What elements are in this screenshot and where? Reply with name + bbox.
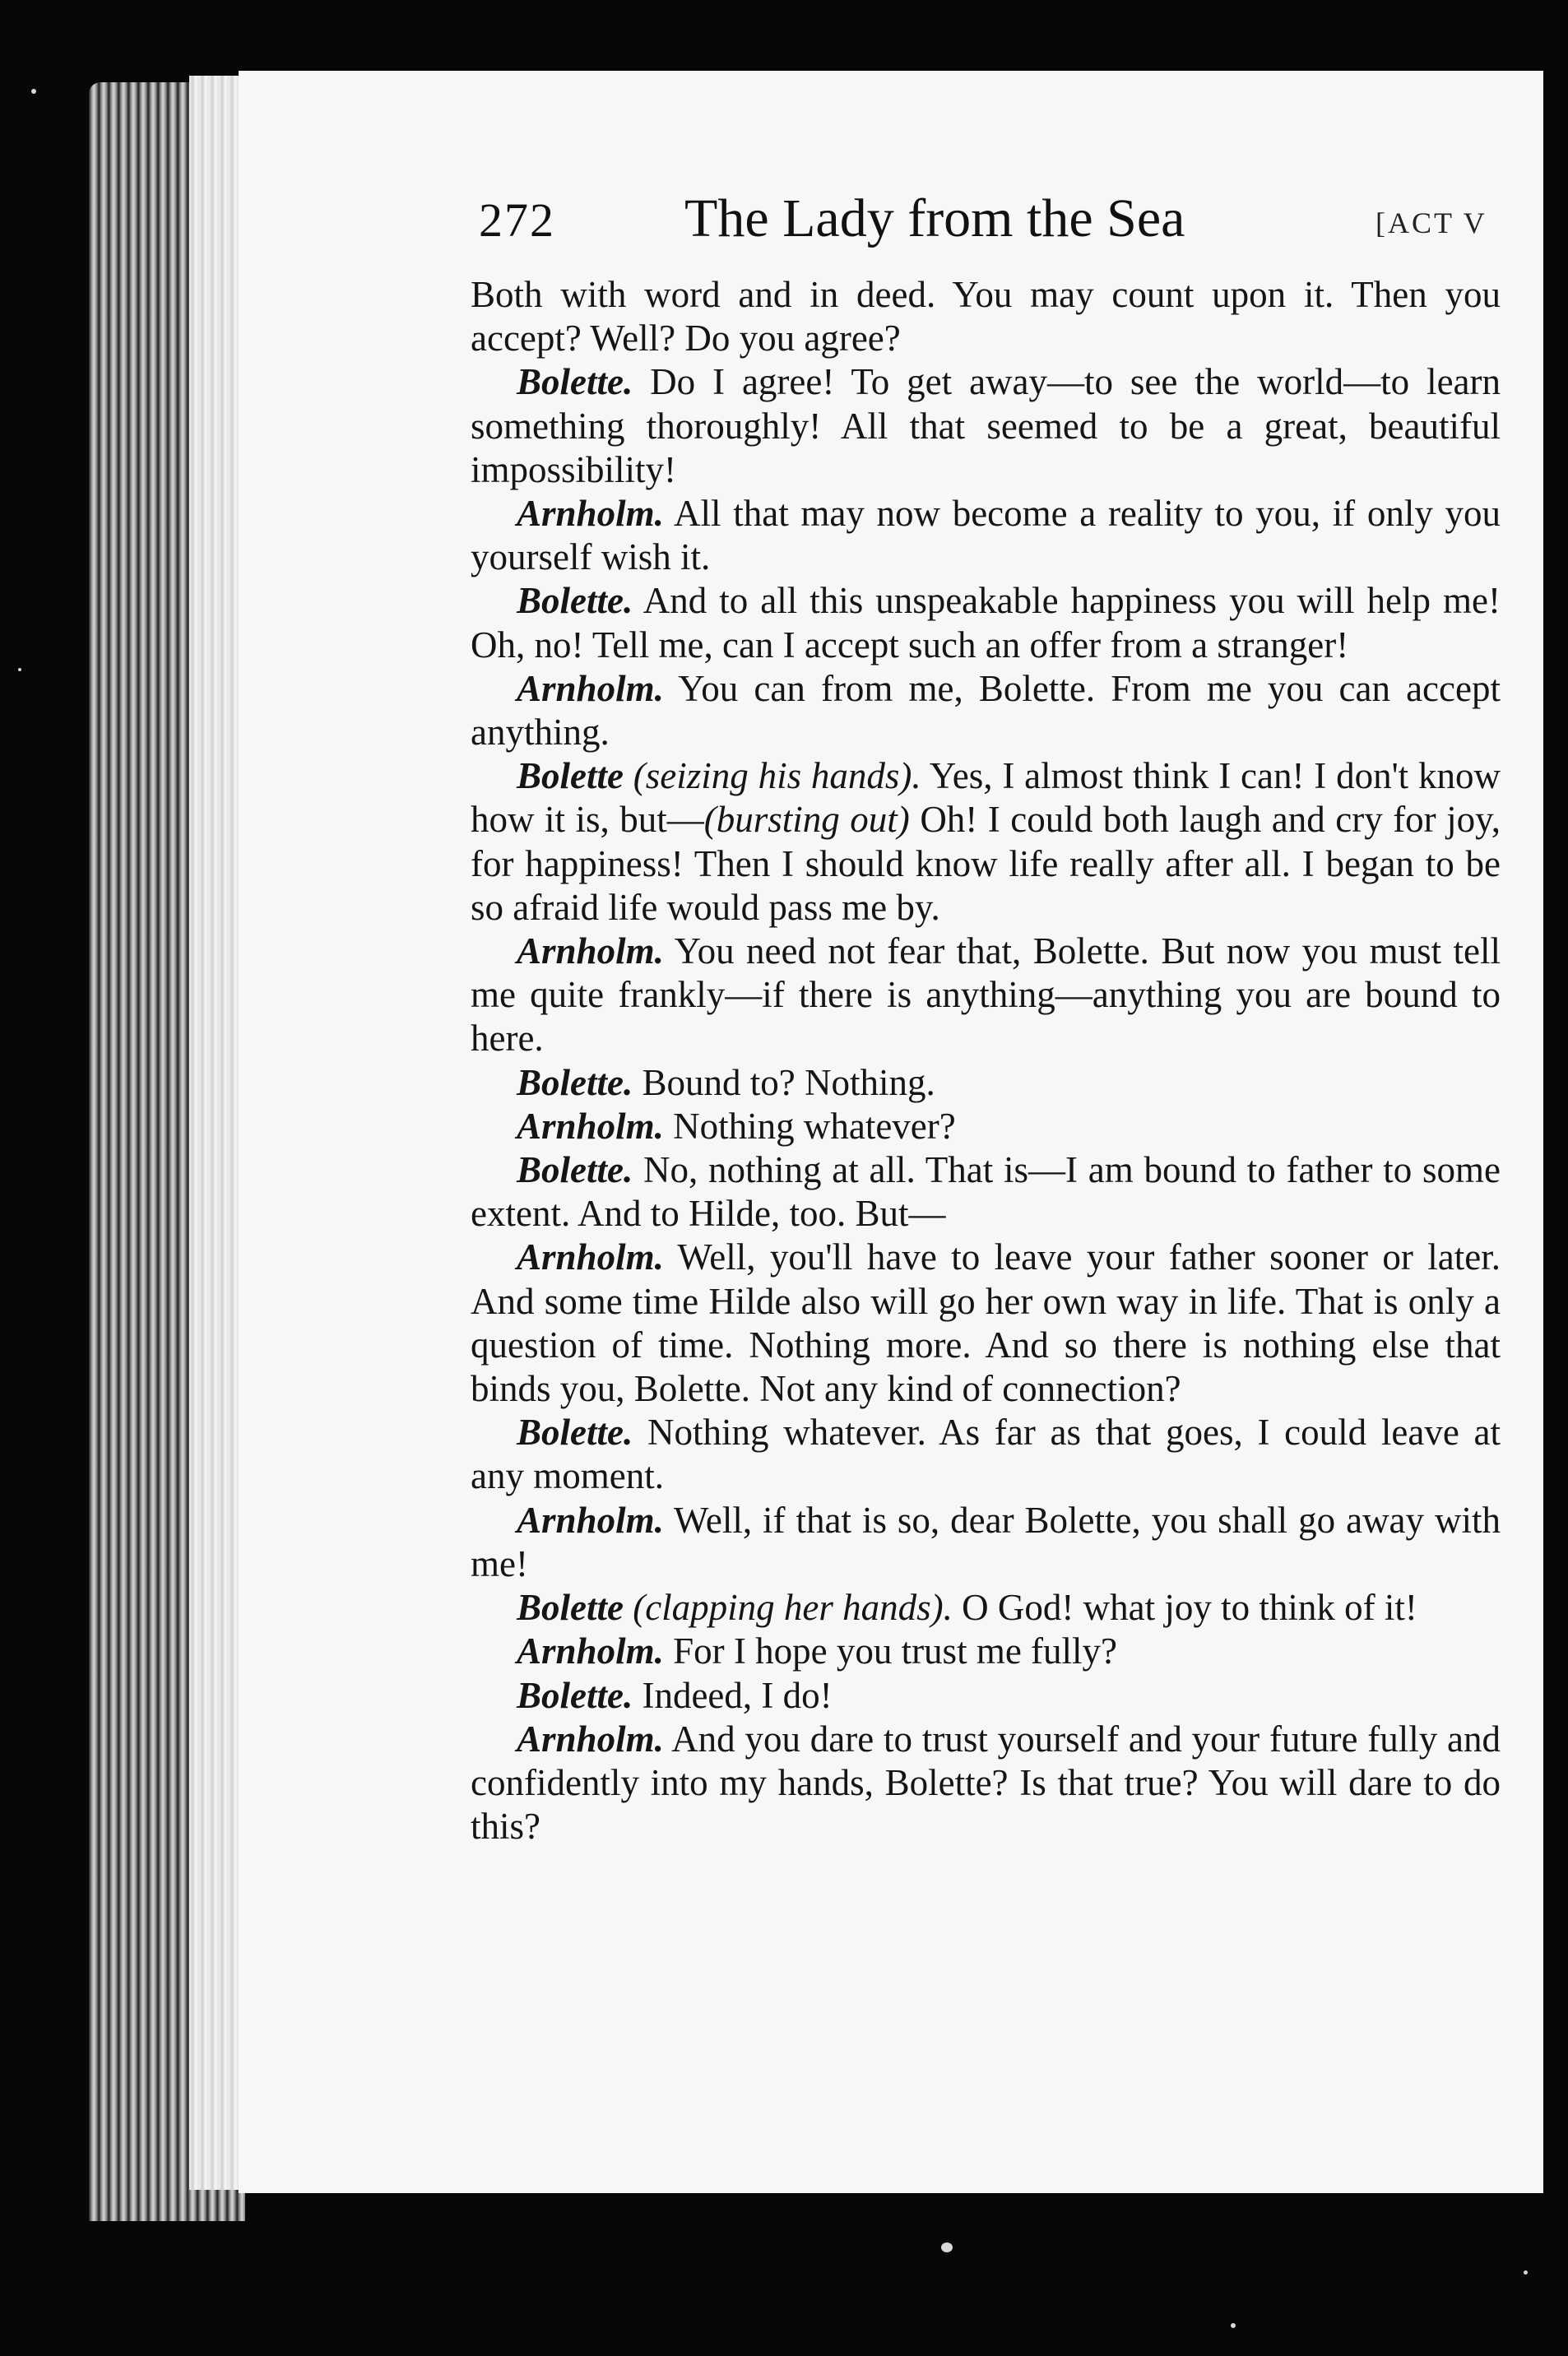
running-header bbox=[479, 188, 1499, 262]
dialogue-text: Well, you'll have to leave your father sooner or later. And some time Hilde also will go her own way in life. That is only a question of time. Nothing more. And so there is nothing else that binds you, Bolette. Not any kind of connection? bbox=[471, 1236, 1501, 1410]
text-paragraph bbox=[471, 492, 1501, 579]
dialogue-text: And you dare to trust yourself and your future fully and confidently into my hands, Bolette? Is that true? You will dare to do this? bbox=[471, 1718, 1501, 1848]
dialogue-text: Oh! I could both laugh and cry for joy, for happiness! Then I should know life really after all. I began to be so afraid life would pass me by. bbox=[471, 799, 1501, 928]
text-paragraph bbox=[471, 1105, 1501, 1148]
speaker-name: Bolette bbox=[517, 755, 624, 797]
stage-direction: (seizing his hands). bbox=[633, 755, 921, 797]
dialogue-text: Do I agree! To get away—to see the world—to learn something thoroughly! All that seemed to be a great, beautiful impossibility! bbox=[471, 361, 1501, 490]
text-paragraph bbox=[471, 930, 1501, 1061]
speaker-name: Bolette. bbox=[517, 1412, 633, 1454]
dialogue-text: Both with word and in deed. You may count upon it. Then you accept? Well? Do you agree? bbox=[471, 274, 1501, 359]
dust-speck bbox=[1231, 2323, 1236, 2328]
text-paragraph bbox=[471, 360, 1501, 492]
dialogue-text: Yes, I almost think I can! I don't know how it is, but— bbox=[471, 755, 1501, 841]
dialogue-text: And to all this unspeakable happiness you will help me! Oh, no! Tell me, can I accept such an offer from a stranger! bbox=[471, 580, 1501, 666]
text-paragraph bbox=[471, 754, 1501, 930]
dust-speck bbox=[941, 2242, 953, 2252]
running-title: The Lady from the Sea bbox=[684, 188, 1185, 248]
text-paragraph bbox=[471, 1630, 1501, 1673]
speaker-name: Bolette. bbox=[517, 1674, 633, 1716]
dialogue-text: All that may now become a reality to you, if only you yourself wish it. bbox=[471, 493, 1501, 578]
dust-speck bbox=[1524, 2270, 1528, 2275]
text-paragraph bbox=[471, 1499, 1501, 1586]
speaker-name: Bolette. bbox=[517, 1149, 633, 1191]
speaker-name: Arnholm. bbox=[517, 493, 664, 535]
stage-direction: (clapping her hands). bbox=[633, 1587, 953, 1629]
text-paragraph bbox=[471, 1411, 1501, 1498]
text-paragraph bbox=[471, 1674, 1501, 1718]
text-paragraph bbox=[471, 273, 1501, 360]
speaker-name: Arnholm. bbox=[517, 667, 664, 709]
text-paragraph bbox=[471, 1718, 1501, 1849]
dialogue-text: You need not fear that, Bolette. But now you must tell me quite frankly—if there is anything—anything you are bound to here. bbox=[471, 930, 1501, 1060]
speaker-name: Arnholm. bbox=[517, 1499, 664, 1541]
stage-direction: (bursting out) bbox=[703, 799, 910, 841]
dust-speck bbox=[31, 89, 36, 94]
speaker-name: Arnholm. bbox=[517, 930, 664, 972]
speaker-name: Bolette. bbox=[517, 580, 633, 622]
dialogue-text: Nothing whatever. As far as that goes, I could leave at any moment. bbox=[471, 1412, 1501, 1497]
dialogue-text: Indeed, I do! bbox=[642, 1674, 833, 1716]
page-body bbox=[471, 273, 1501, 1848]
speaker-name: Bolette bbox=[517, 1587, 624, 1629]
dust-speck bbox=[18, 668, 21, 671]
text-paragraph bbox=[471, 1061, 1501, 1105]
speaker-name: Arnholm. bbox=[517, 1105, 664, 1147]
text-paragraph bbox=[471, 1586, 1501, 1630]
text-paragraph bbox=[471, 1236, 1501, 1411]
section-marker: [ACT V bbox=[1375, 206, 1487, 239]
text-paragraph bbox=[471, 667, 1501, 754]
text-paragraph bbox=[471, 1148, 1501, 1236]
speaker-name: Bolette. bbox=[517, 361, 633, 403]
dialogue-text: Nothing whatever? bbox=[673, 1105, 956, 1147]
speaker-name: Arnholm. bbox=[517, 1630, 664, 1672]
dialogue-text: For I hope you trust me fully? bbox=[673, 1630, 1118, 1672]
dialogue-text: You can from me, Bolette. From me you can accept anything. bbox=[471, 667, 1501, 754]
dialogue-text: Well, if that is so, dear Bolette, you shall go away with me! bbox=[471, 1499, 1501, 1584]
speaker-name: Arnholm. bbox=[517, 1236, 664, 1278]
dialogue-text: No, nothing at all. That is—I am bound to father to some extent. And to Hilde, too. But— bbox=[471, 1149, 1501, 1235]
dialogue-text: Bound to? Nothing. bbox=[642, 1061, 935, 1103]
text-paragraph bbox=[471, 579, 1501, 666]
speaker-name: Arnholm. bbox=[517, 1718, 664, 1760]
page-number: 272 bbox=[479, 193, 555, 247]
dialogue-text: O God! what joy to think of it! bbox=[962, 1587, 1417, 1629]
speaker-name: Bolette. bbox=[517, 1061, 633, 1103]
